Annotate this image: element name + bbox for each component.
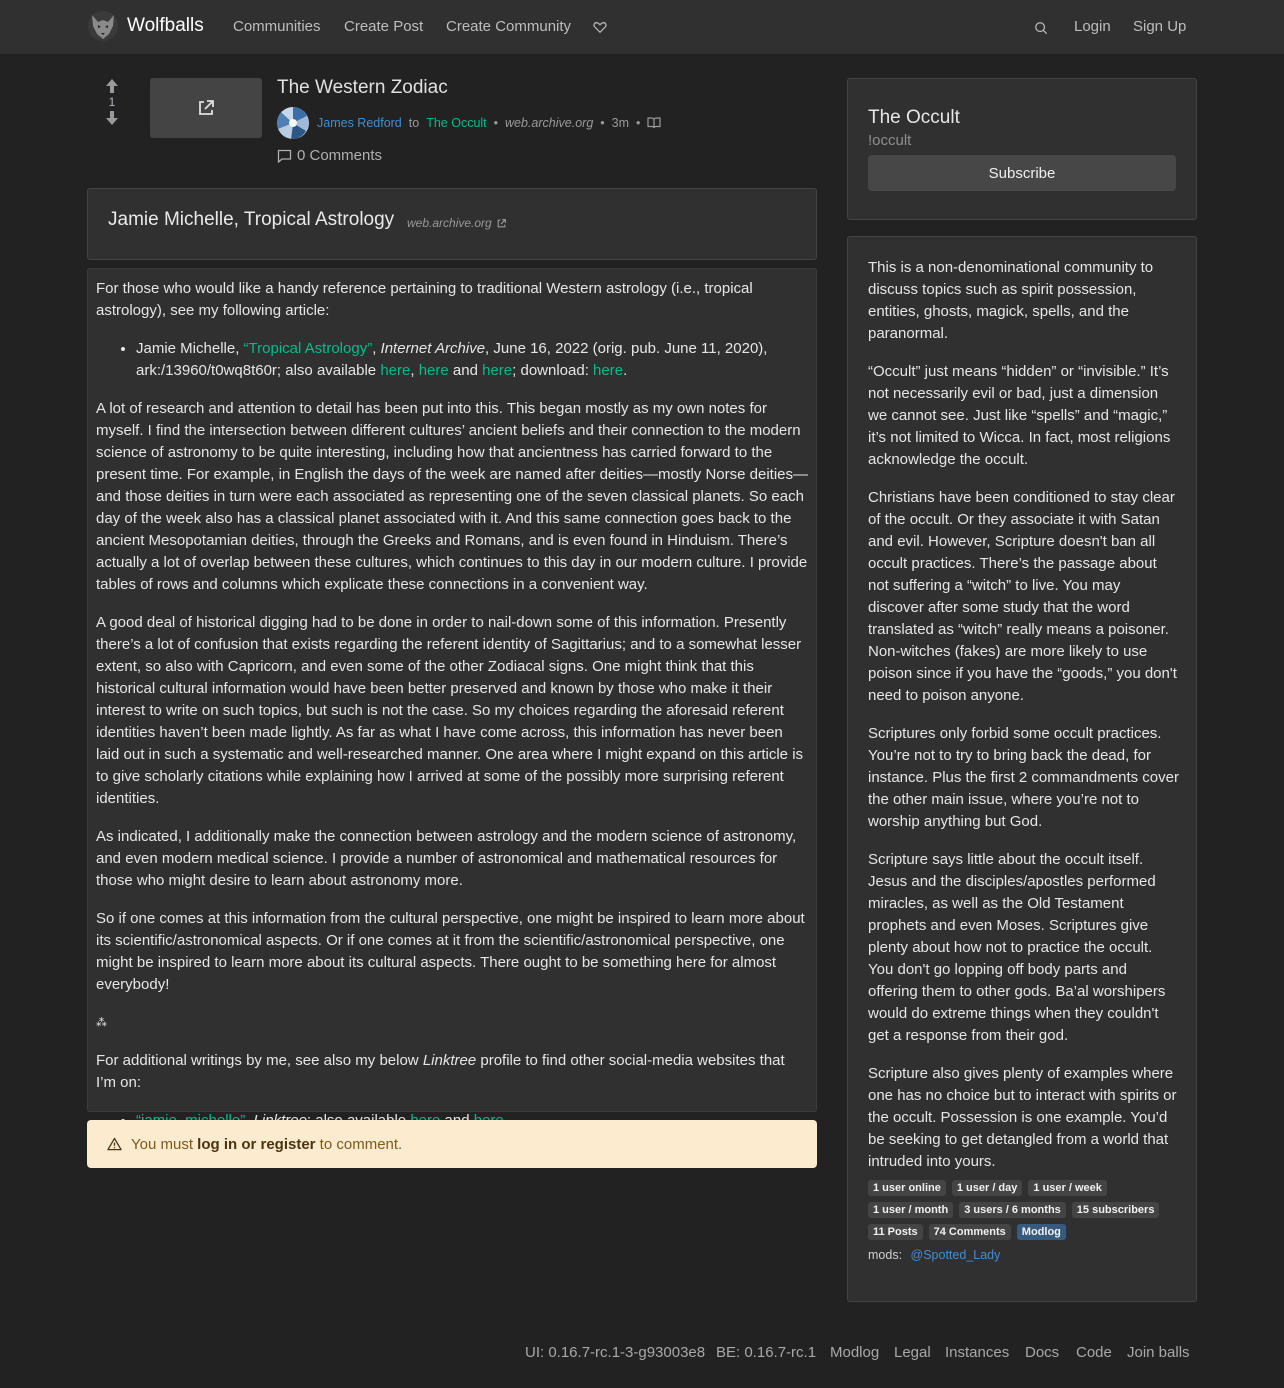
community-card [847,78,1197,220]
link-card-title[interactable]: Jamie Michelle, Tropical Astrology [108,209,395,230]
mod-link[interactable]: @Spotted_Lady [910,1248,1001,1262]
list-item [136,338,808,382]
footer-modlog[interactable]: Modlog [830,1344,880,1361]
login-alert [87,1120,817,1168]
comments-count: 0 Comments [297,147,383,164]
link-card-domain[interactable] [407,216,507,230]
body-paragraph: As indicated, I additionally make the connection between astrology and the modern science of astronomy, and even modern medical science. I provide a number of astronomical and mathematical resources for those who might desire to learn about astronomy more. [96,828,797,889]
footer-ui-version[interactable]: UI: 0.16.7-rc.1-3-g93003e8 [525,1344,706,1361]
download-here-link[interactable]: here [593,362,624,379]
footer-legal[interactable]: Legal [894,1344,931,1361]
meta-separator: • [493,116,499,130]
downvote-arrow-icon[interactable] [104,110,120,126]
upvote-arrow-icon[interactable] [104,78,120,94]
post-domain[interactable]: web.archive.org [505,116,594,130]
login-link[interactable]: Login [1074,18,1111,35]
subscribe-button[interactable]: Subscribe [868,155,1176,191]
link-card [87,188,817,260]
body-paragraph: A lot of research and attention to detail has been put into this. This began mostly as my own notes for myself. I find the intersection between different cultures’ ancient beliefs and their connection to the modern science of astronomy to be quite interesting, including how that ancientness has carried forward to the present time. For example, in English the days of the week are named after deities—mostly Norse deities—and those deities in turn were each associated as representing one of the seven classical planets. So each day of the week also has a classical planet associated with it. And this same connection goes back to the ancient Mesopotamian deities, through the Greeks and Romans, and is even found in Hinduism. There’s actually a lot of overlap between these cultures, which continues to this day in our modern culture. I provide tables of rows and columns which explicate these connections in a convenient way. [96,400,808,593]
community-description [868,257,1180,1189]
comments-link[interactable] [277,147,382,164]
li-text: , [410,362,419,379]
li-text: Jamie Michelle, [136,340,244,357]
body-paragraph: So if one comes at this information from the cultural perspective, one might be inspired to learn more about its scientific/astronomical aspects. Or if one comes at it from the scientific/astronomical perspective, one might be inspired to learn more about its cultural aspects. There ought to be something here for almost everybody! [96,910,805,993]
li-text: and [448,362,483,379]
heart-icon[interactable] [593,20,607,34]
here-link-2[interactable]: here [418,362,449,379]
li-text: . [623,362,628,379]
body-paragraph: A good deal of historical digging had to be done in order to nail-down some of this information. Presently there’s a lot of confusion that exists regarding the referent identity of Sagittarius; and to a somewhat lesser extent, so also with Capricorn, and even some of the other Zodiacal signs. One might think that this historical cultural information would have been better preserved and known by those who make it their interest to write on such topics, but such is not the case. So my choices regarding the aforesaid referent identities haven’t been made lightly. As far as what I have come across, this information has never been laid out in such a systematic and well-researched manner. One area where I might expand on this article is to give scholarly citations while explaining how I arrived at some of the possibly more surprising referent identities. [96,614,804,807]
nav-create-post[interactable]: Create Post [344,18,424,35]
badge-users-week: 1 user / week [1028,1180,1107,1196]
post-age: 3m [611,116,630,130]
footer-join[interactable]: Join balls [1127,1344,1190,1361]
li-text: , June 16, 2022 (orig. pub. June 11, 2020), ark:/13960/t0wq8t60r; also available [136,340,768,379]
search-icon[interactable] [1034,21,1048,35]
badge-users-day: 1 user / day [952,1180,1023,1196]
stats-badges [868,1180,1188,1246]
footer-instances[interactable]: Instances [945,1344,1010,1361]
post-author[interactable]: James Redford [317,116,402,130]
modlog-badge-link[interactable]: Modlog [1017,1224,1066,1240]
post-meta [277,107,661,139]
brand[interactable] [87,10,204,42]
badge-comments: 74 Comments [929,1224,1011,1240]
li-text: , [372,340,381,357]
book-open-icon[interactable] [647,117,661,129]
here-link-1[interactable]: here [380,362,411,379]
mods-list [868,1248,1000,1262]
asterism-separator: ⁂ [96,1017,107,1029]
link-card-domain-text: web.archive.org [407,216,492,230]
here-link-3[interactable]: here [482,362,513,379]
nav-communities[interactable]: Communities [233,18,321,35]
external-link-icon [196,98,216,118]
community-description-card [847,236,1197,1302]
p-text: For additional writings by me, see also my below [96,1052,423,1069]
meta-separator: • [600,116,605,130]
footer-docs[interactable]: Docs [1025,1344,1060,1361]
description-paragraph: Christians have been conditioned to stay clear of the occult. Or they associate it with Satan and evil. However, Scripture doesn't ban all occult practices. There’s the passage about not suffering a “witch” to live. You may discover after some study that the word translated as “witch” really means a poisoner. Non-witches (fakes) are more likely to use poison since if you have the “goods,” you don't need to poison anyone. [868,489,1177,704]
avatar[interactable] [277,107,309,139]
description-paragraph: This is a non-denominational community to discuss topics such as spirit possession, entities, ghosts, magick, spells, and the paranormal. [868,259,1154,342]
external-link-icon [496,218,507,229]
meta-to: to [408,116,420,130]
community-handle: !occult [868,132,912,149]
badge-subscribers: 15 subscribers [1072,1202,1160,1218]
navbar [0,0,1284,54]
p-text: profile to find other social-media websites that I’m on: [96,1052,785,1091]
nav-create-community[interactable]: Create Community [446,18,572,35]
body-list [136,338,808,382]
tropical-astrology-link[interactable]: “Tropical Astrology” [243,340,373,357]
footer-be-version[interactable]: BE: 0.16.7-rc.1 [716,1344,817,1361]
alert-text: to comment. [315,1135,403,1153]
body-paragraph: For those who would like a handy reference pertaining to traditional Western astrology (i.e., tropical astrology), see my following article: [96,280,753,319]
p-italic: Linktree [422,1052,477,1069]
badge-users-6months: 3 users / 6 months [959,1202,1066,1218]
description-paragraph: Scripture says little about the occult itself. Jesus and the disciples/apostles performed miracles, as well as the Old Testament prophets and even Moses. Scriptures give plenty about how not to practice the occult. You don't go lopping off body parts and offering them to other gods. Ba’al worshipers would do extreme things when they couldn't get a response from their god. [868,851,1166,1044]
footer-code[interactable]: Code [1076,1344,1112,1361]
description-paragraph: Scripture also gives plenty of examples where one has no choice but to interact with spirits or the occult. Possession is one example. You’d be seeking to get detangled from a world that intruded into yours. [868,1065,1177,1170]
post-community[interactable]: The Occult [426,116,487,130]
description-paragraph: “Occult” just means “hidden” or “invisible.” It’s not necessarily evil or bad, just a dimension we cannot see. Just like “spells” and “magic,” it’s not limited to Wicca. In fact, most religions acknowledge the occult. [868,363,1171,468]
vote-score: 1 [108,95,116,109]
description-paragraph: Scriptures only forbid some occult practices. You’re not to try to bring back the dead, for instance. Plus the first 2 commandments cover the other main issue, where you’re not to worship anything but God. [868,725,1179,830]
warning-icon [107,1137,122,1151]
li-text: ; download: [512,362,594,379]
post-thumbnail-link[interactable] [150,78,262,138]
badge-users-online: 1 user online [868,1180,946,1196]
body-paragraph [96,1050,808,1094]
li-italic: Internet Archive [380,340,486,357]
community-title[interactable]: The Occult [868,107,960,128]
alert-text: You must [131,1135,198,1153]
vote-widget [103,78,121,126]
mods-label: mods: [868,1248,903,1262]
login-register-link[interactable]: log in or register [197,1135,316,1153]
post-body [87,268,817,1112]
wolf-logo-icon [87,10,119,42]
post-title[interactable]: The Western Zodiac [277,77,448,98]
comment-icon [277,149,292,163]
badge-users-month: 1 user / month [868,1202,953,1218]
meta-separator: • [636,116,641,130]
brand-name: Wolfballs [127,15,204,36]
signup-link[interactable]: Sign Up [1133,18,1187,35]
badge-posts: 11 Posts [868,1224,923,1240]
